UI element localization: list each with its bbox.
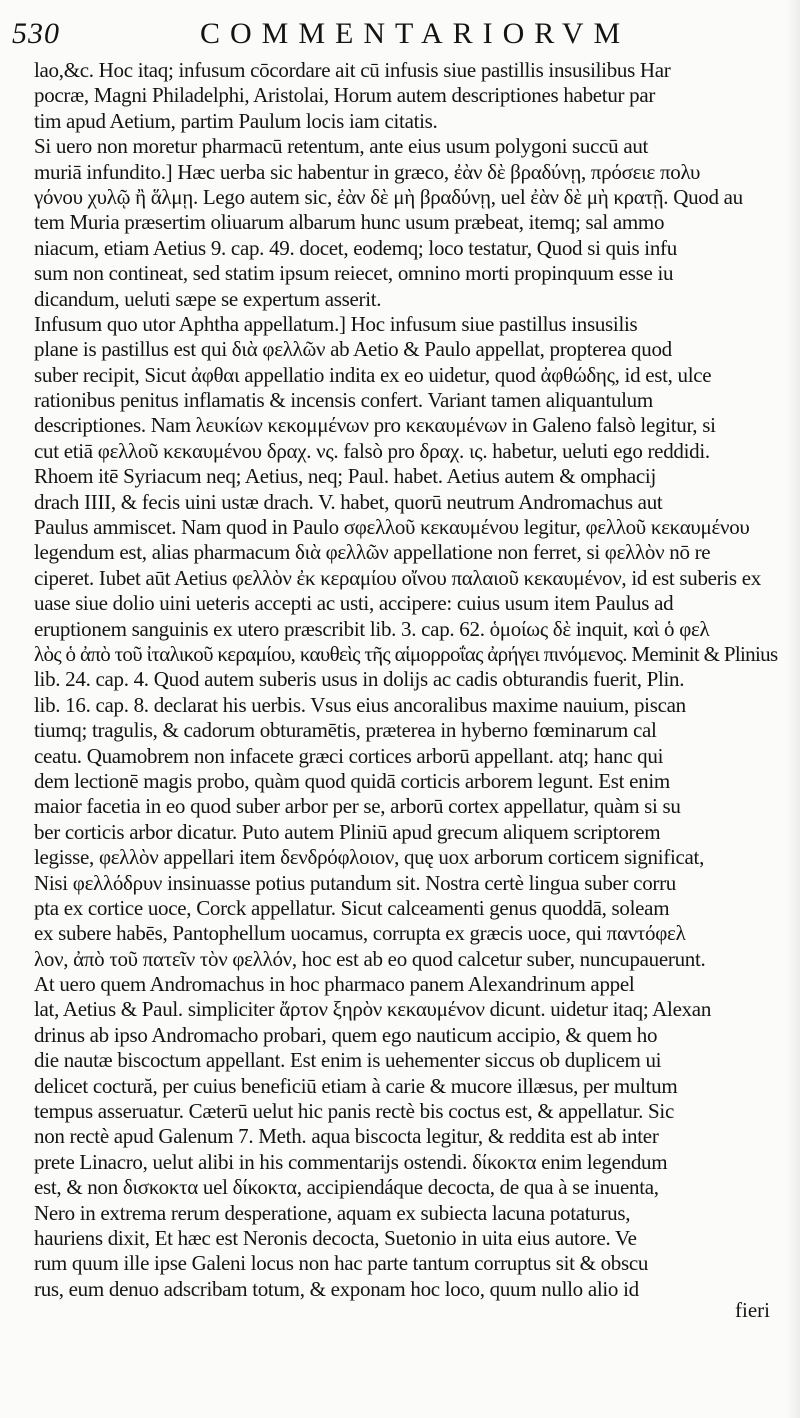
text-line: At uero quem Andromachus in hoc pharmaco panem Alexandrinum appel (34, 972, 635, 997)
catchword: fieri (735, 1298, 770, 1322)
page-header (12, 14, 788, 54)
text-line: est, & non δισκοκτα uel δίκοκτα, accipiendáque decocta, de qua à se inuenta, (34, 1175, 659, 1200)
text-line: Infusum quo utor Aphtha appellatum.] Hoc infusum siue pastillus insusilis (34, 311, 638, 336)
text-line: rationibus penitus inflamatis & incensis confert. Variant tamen aliquantulum (34, 388, 653, 413)
page-number: 530 (12, 17, 60, 50)
text-line: Nero in extrema rerum desperatione, aquam ex subiecta lacuna potaturus, (34, 1200, 631, 1225)
text-line: λον, ἀπὸ τοῦ πατεῖν τὸν φελλόν, hoc est ab eo quod calcetur suber, nuncupauerunt. (34, 946, 706, 971)
text-line: λὸς ὁ ἀπὸ τοῦ ἰταλικοῦ κεραμίου, καυθεὶς τῆς αἱμορροΐας ἀρήγει πινόμενος. Meminit & Plinius (34, 641, 778, 666)
text-line: pta ex cortice uoce, Corck appellatur. Sicut calceamenti genus quoddā, soleam (34, 895, 670, 920)
text-line: suber recipit, Sicut ἀφθαι appellatio indita ex eo uidetur, quod ἀφθώδης, id est, ulce (34, 362, 712, 387)
text-line: Rhoem itē Syriacum neq; Aetius, neq; Paul. habet. Aetius autem & omphacij (34, 464, 656, 489)
text-line: muriā infundito.] Hæc uerba sic habentur in græco, ἐὰν δὲ βραδύνῃ, πρόσειε πολυ (34, 159, 701, 184)
text-line: ciperet. Iubet aūt Aetius φελλὸν ἐκ κεραμίου οἴνου παλαιοῦ κεκαυμένον, id est suberis ex (34, 565, 761, 590)
text-line: maior facetia in eo quod suber arbor per se, arborū cortex appellatur, quàm si su (34, 794, 681, 819)
text-line: lat, Aetius & Paul. simpliciter ἄρτον ξηρὸν κεκαυμένον dicunt. uidetur itaq; Alexan (34, 997, 712, 1022)
text-line: non rectè apud Galenum 7. Meth. aqua biscocta legitur, & reddita est ab inter (34, 1124, 659, 1149)
text-line: uase siue dolio uini ueteris accepti ac usti, accipere: cuius usum item Paulus ad (34, 591, 674, 616)
text-line: Si uero non moretur pharmacū retentum, ante eius usum polygoni succū aut (34, 134, 649, 159)
text-line: delicet coctură, per cuius beneficiū etiam à carie & mucore illæsus, per multum (34, 1073, 678, 1098)
text-line: Nisi φελλόδρυν insinuasse potius putandum sit. Nostra certè lingua suber corru (34, 870, 676, 895)
text-line: sum non contineat, sed statim ipsum reiecet, omnino morti propinquum esse iu (34, 261, 674, 286)
text-line: cut etiā φελλοῦ κεκαυμένου δραχ. νς. falsò pro δραχ. ις. habetur, ueluti ego reddidi. (34, 438, 710, 463)
text-line: lib. 16. cap. 8. declarat his uerbis. Vsus eius ancoralibus maxime nauium, piscan (34, 692, 686, 717)
text-line: die nautæ biscoctum appellant. Est enim is uehementer siccus ob duplicem ui (34, 1048, 662, 1073)
text-line: plane is pastillus est qui διὰ φελλῶν ab Aetio & Paulo appellat, propterea quod (34, 337, 672, 362)
running-title: COMMENTARIORVM (200, 17, 631, 50)
text-line: ex subere habēs, Pantophellum uocamus, corrupta ex græcis uoce, qui παντόφελ (34, 921, 686, 946)
text-line: drach IIII, & fecis uini ustæ drach. V. habet, quorū neutrum Andromachus aut (34, 489, 663, 514)
text-line: lao,&c. Hoc itaq; infusum cōcordare ait cū infusis siue pastillis insusilibus Har (34, 58, 671, 82)
text-line: Paulus ammiscet. Nam quod in Paulo σφελλοῦ κεκαυμένου legitur, φελλοῦ κεκαυμένου (34, 515, 750, 540)
text-line: legisse, φελλὸν appellari item δενδρόφλοιον, quę uox arborum corticem significat, (34, 845, 705, 870)
text-line: eruptionem sanguinis ex utero præscribit lib. 3. cap. 62. ὁμοίως δὲ inquit, καὶ ὁ φελ (34, 616, 710, 641)
text-line: legendum est, alias pharmacum διὰ φελλῶν appellatione non ferret, si φελλὸν nō re (34, 540, 711, 565)
text-line: tiumq; tragulis, & cadorum obturamētis, præterea in hyberno fœminarum cal (34, 718, 657, 743)
text-line: ber corticis arbor dicatur. Puto autem Pliniū apud grecum aliquem scriptorem (34, 819, 661, 844)
text-line: rus, eum denuo adscribam totum, & exponam hoc loco, quum nullo alio id (34, 1276, 639, 1301)
text-line: ceatu. Quamobrem non infacete græci cortices arborū appellant. atq; hanc qui (34, 743, 664, 768)
text-line: drinus ab ipso Andromacho probari, quem ego nauticum accipio, & quem ho (34, 1022, 658, 1047)
text-line: rum quum ille ipse Galeni locus non hac parte tantum corruptus sit & obscu (34, 1251, 649, 1276)
text-block (34, 58, 778, 1302)
text-line: dem lectionē magis probo, quàm quod quidā corticis arborem legunt. Est enim (34, 768, 670, 793)
text-line: γόνου χυλῷ ἢ ἅλμῃ. Lego autem sic, ἐὰν δὲ μὴ βραδύνῃ, uel ἐὰν δὲ μὴ κρατῇ. Quod au (34, 184, 743, 209)
text-line: tempus asseruatur. Cæterū uelut hic panis rectè bis coctus est, & appellatur. Sic (34, 1099, 674, 1124)
text-line: hauriens dixit, Et hæc est Neronis decocta, Suetonio in uita eius autore. Ve (34, 1225, 637, 1250)
text-line: tem Muria præsertim oliuarum albarum hunc usum præbeat, itemq; sal ammo (34, 210, 665, 235)
text-line: tim apud Aetium, partim Paulum locis iam citatis. (34, 108, 438, 133)
page-edge-shadow (786, 0, 800, 1418)
text-line: lib. 24. cap. 4. Quod autem suberis usus in dolijs ac cadis obturandis fuerit, Plin. (34, 667, 685, 692)
text-line: dicandum, ueluti sæpe se expertum asserit. (34, 286, 382, 311)
text-line: niacum, etiam Aetius 9. cap. 49. docet, eodemq; loco testatur, Quod si quis infu (34, 235, 677, 260)
text-line: prete Linacro, uelut alibi in his commentarijs ostendi. δίκοκτα enim legendum (34, 1149, 668, 1174)
text-line: descriptiones. Nam λευκίων κεκομμένων pro κεκαυμένων in Galeno falsò legitur, si (34, 413, 716, 438)
text-line: pocræ, Magni Philadelphi, Aristolai, Horum autem descriptiones habetur par (34, 83, 656, 108)
